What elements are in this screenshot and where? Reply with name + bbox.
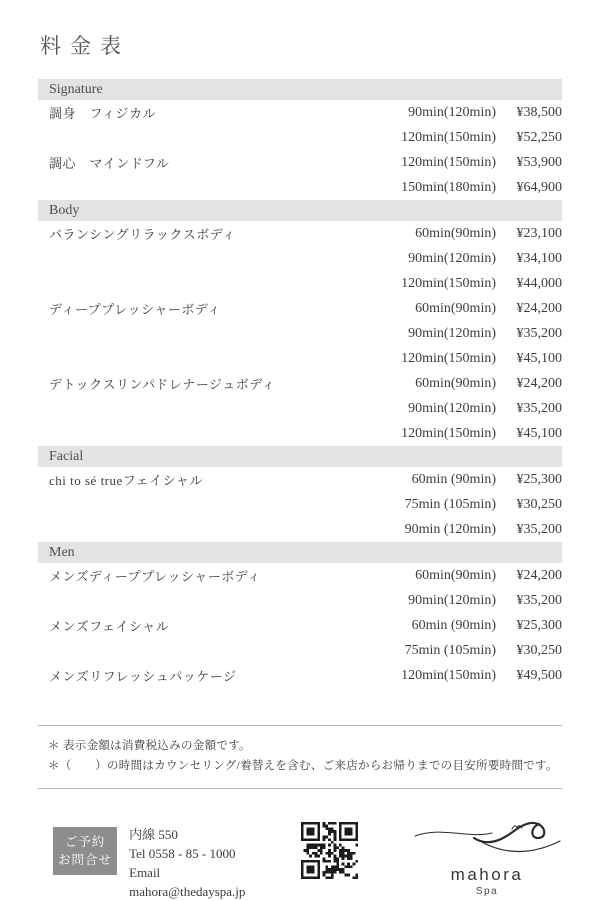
duration: 90min(120min) — [408, 104, 496, 120]
price: ¥64,900 — [516, 179, 562, 195]
price-row — [38, 396, 562, 421]
section-rows — [38, 563, 562, 688]
qr-code-icon — [301, 822, 358, 879]
price: ¥24,200 — [516, 567, 562, 583]
logo-sub: Spa — [475, 886, 499, 897]
price-section — [38, 200, 562, 446]
duration: 120min(150min) — [401, 350, 496, 366]
contact-info — [129, 825, 278, 901]
page-title: 料金表 — [40, 34, 130, 58]
price-row — [38, 125, 562, 150]
price: ¥52,250 — [516, 129, 562, 145]
duration: 90min (120min) — [404, 521, 496, 537]
price-row — [38, 371, 562, 396]
service-name: メンズディーププレッシャーボディ — [49, 569, 261, 584]
contact-box-line2: お問合せ — [58, 853, 113, 867]
duration: 60min (90min) — [411, 471, 496, 487]
duration: 120min(150min) — [401, 667, 496, 683]
price-row — [38, 517, 562, 542]
service-name: メンズフェイシャル — [49, 619, 170, 634]
service-name: バランシングリラックスボディ — [49, 227, 236, 242]
price-row — [38, 221, 562, 246]
reservation-contact-box — [53, 827, 117, 875]
price: ¥38,500 — [516, 104, 562, 120]
price-row — [38, 346, 562, 371]
price-sections — [38, 79, 562, 688]
duration: 60min(90min) — [415, 300, 496, 316]
price-section — [38, 542, 562, 688]
price: ¥25,300 — [516, 471, 562, 487]
price: ¥25,300 — [516, 617, 562, 633]
price: ¥35,200 — [516, 521, 562, 537]
duration: 60min(90min) — [415, 225, 496, 241]
divider-bottom — [38, 788, 562, 789]
duration: 120min(150min) — [401, 154, 496, 170]
contact-box-line1: ご予約 — [64, 835, 106, 849]
price-row — [38, 150, 562, 175]
contact-email: Email mahora@thedayspa.jp — [129, 865, 246, 899]
price: ¥24,200 — [516, 375, 562, 391]
duration: 120min(150min) — [401, 275, 496, 291]
price: ¥23,100 — [516, 225, 562, 241]
note-duration: ＊（ ）の時間はカウンセリング/着替えを含む、ご来店からお帰りまでの目安所要時間です。 — [48, 760, 558, 772]
service-name: デトックスリンパドレナージュボディ — [49, 377, 276, 392]
price: ¥34,100 — [516, 250, 562, 266]
duration: 90min(120min) — [408, 400, 496, 416]
price-row — [38, 100, 562, 125]
price-row — [38, 246, 562, 271]
price: ¥45,100 — [516, 350, 562, 366]
price: ¥49,500 — [516, 667, 562, 683]
duration: 60min(90min) — [415, 375, 496, 391]
price: ¥30,250 — [516, 496, 562, 512]
wave-calligraphy-icon — [412, 811, 562, 863]
logo-name: mahora — [450, 865, 524, 884]
section-rows — [38, 221, 562, 446]
duration: 90min(120min) — [408, 250, 496, 266]
contact-tel: Tel 0558 - 85 - 1000 — [129, 846, 236, 861]
section-rows — [38, 467, 562, 542]
section-header: Body — [38, 200, 562, 221]
footer — [38, 811, 562, 901]
duration: 150min(180min) — [401, 179, 496, 195]
note-tax: ＊ 表示金額は消費税込みの金額です。 — [48, 740, 251, 752]
duration: 90min(120min) — [408, 325, 496, 341]
price-row — [38, 321, 562, 346]
price-row — [38, 588, 562, 613]
price-row — [38, 271, 562, 296]
duration: 120min(150min) — [401, 129, 496, 145]
price-section — [38, 446, 562, 542]
duration: 90min(120min) — [408, 592, 496, 608]
price-row — [38, 663, 562, 688]
price-row — [38, 492, 562, 517]
duration: 60min(90min) — [415, 567, 496, 583]
price-row — [38, 296, 562, 321]
service-name: 調心 マインドフル — [49, 156, 170, 171]
section-header: Signature — [38, 79, 562, 100]
price: ¥30,250 — [516, 642, 562, 658]
price: ¥35,200 — [516, 592, 562, 608]
price-row — [38, 421, 562, 446]
service-name: 調身 フィジカル — [49, 106, 156, 121]
price-row — [38, 613, 562, 638]
price: ¥35,200 — [516, 400, 562, 416]
duration: 75min (105min) — [404, 642, 496, 658]
section-header: Men — [38, 542, 562, 563]
price: ¥24,200 — [516, 300, 562, 316]
duration: 60min (90min) — [411, 617, 496, 633]
service-name: chi to sé trueフェイシャル — [49, 473, 203, 488]
section-header: Facial — [38, 446, 562, 467]
section-rows — [38, 100, 562, 200]
price-row — [38, 175, 562, 200]
price-row — [38, 467, 562, 492]
duration: 75min (105min) — [404, 496, 496, 512]
price: ¥45,100 — [516, 425, 562, 441]
mahora-logo — [412, 811, 562, 897]
price: ¥35,200 — [516, 325, 562, 341]
price-row — [38, 638, 562, 663]
price: ¥53,900 — [516, 154, 562, 170]
notes — [38, 726, 562, 788]
price: ¥44,000 — [516, 275, 562, 291]
price-row — [38, 563, 562, 588]
price-section — [38, 79, 562, 200]
duration: 120min(150min) — [401, 425, 496, 441]
contact-extension: 内線 550 — [129, 827, 178, 842]
service-name: ディーププレッシャーボディ — [49, 302, 221, 317]
service-name: メンズリフレッシュパッケージ — [49, 669, 237, 684]
